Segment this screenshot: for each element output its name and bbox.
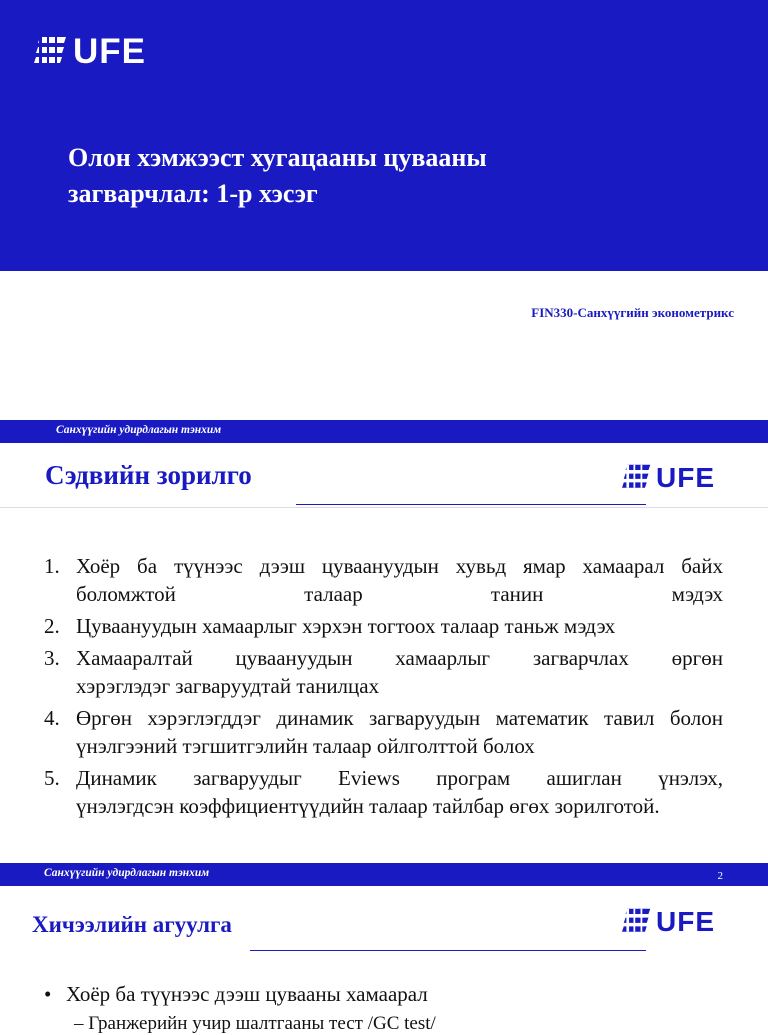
bullet-item: [44, 982, 428, 1007]
list-number: 1.: [44, 554, 60, 578]
department-bar: [0, 420, 768, 443]
bullet-dot-icon: •: [44, 982, 52, 1006]
heading-divider: [250, 950, 646, 951]
slide-title-line-2: загварчлал: 1-р хэсэг: [68, 179, 318, 208]
slide-heading: Сэдвийн зорилго: [45, 460, 252, 490]
list-item-line-2: хэрэглэдэг загваруудтай танилцах: [76, 674, 380, 698]
department-name: Санхүүгийн удирдлагын тэнхим: [44, 867, 210, 879]
list-item-line-1: Хоёр ба түүнээс дээш цуваануудын хувьд ямар хамаарал байх: [76, 554, 723, 578]
ufe-logo-icon: [34, 35, 68, 69]
slide-title: [68, 140, 708, 212]
list-item: [44, 612, 723, 640]
list-number: 2.: [44, 614, 60, 638]
list-item-line-1: Өргөн хэрэглэгддэг динамик загваруудын математик тавил болон: [76, 706, 723, 730]
list-number: 4.: [44, 706, 60, 730]
goals-list: [44, 552, 723, 824]
logo-wordmark: UFE: [656, 462, 715, 493]
department-name: Санхүүгийн удирдлагын тэнхим: [56, 424, 222, 436]
sub-bullet-text: Гранжерийн учир шалтгааны тест /GC test/: [88, 1013, 436, 1034]
list-item-line-2: үнэлэгдсэн коэффициентүүдийн талаар тайлбар өгөх зорилготой.: [76, 794, 660, 818]
page-number: 2: [717, 870, 723, 882]
department-bar: [0, 863, 768, 886]
course-name: FIN330-Санхүүгийн эконометрикс: [531, 305, 734, 320]
heading-divider: [296, 504, 646, 505]
list-item: [44, 704, 723, 760]
list-item-line-2: үнэлгээний тэгшитгэлийн талаар ойлголттой болох: [76, 734, 535, 758]
list-number: 5.: [44, 766, 60, 790]
sub-bullet-item: [74, 1013, 436, 1035]
ufe-logo-icon: [622, 463, 652, 493]
list-item-line-2: боломжтой талаар танин мэдэх: [76, 582, 723, 606]
slide-heading: Хичээлийн агуулга: [32, 912, 232, 937]
list-item-line-1-text: Хамааралтай цуваануудын хамаарлыг загварчлах өргөн: [76, 646, 723, 670]
list-item: [44, 552, 723, 608]
list-number: 3.: [44, 646, 60, 670]
list-item-line-1: [76, 644, 723, 672]
ufe-logo: [34, 34, 146, 69]
logo-wordmark: UFE: [73, 32, 146, 71]
slide-title-line-1: Олон хэмжээст хугацааны цувааны: [68, 143, 487, 172]
ufe-logo: [622, 907, 715, 937]
ufe-logo-icon: [622, 907, 652, 937]
bullet-text: Хоёр ба түүнээс дээш цувааны хамаарал: [66, 982, 428, 1006]
list-item: [44, 764, 723, 820]
section-divider: [0, 507, 768, 508]
ufe-logo: [622, 463, 715, 493]
logo-wordmark: UFE: [656, 906, 715, 937]
dash-icon: –: [74, 1013, 89, 1034]
list-item-line-1: Динамик загваруудыг Eviews програм ашиглан үнэлэх,: [76, 766, 723, 790]
list-item: [44, 644, 723, 700]
list-item-line-1: Цуваануудын хамаарлыг хэрхэн тогтоох талаар таньж мэдэх: [76, 614, 616, 638]
